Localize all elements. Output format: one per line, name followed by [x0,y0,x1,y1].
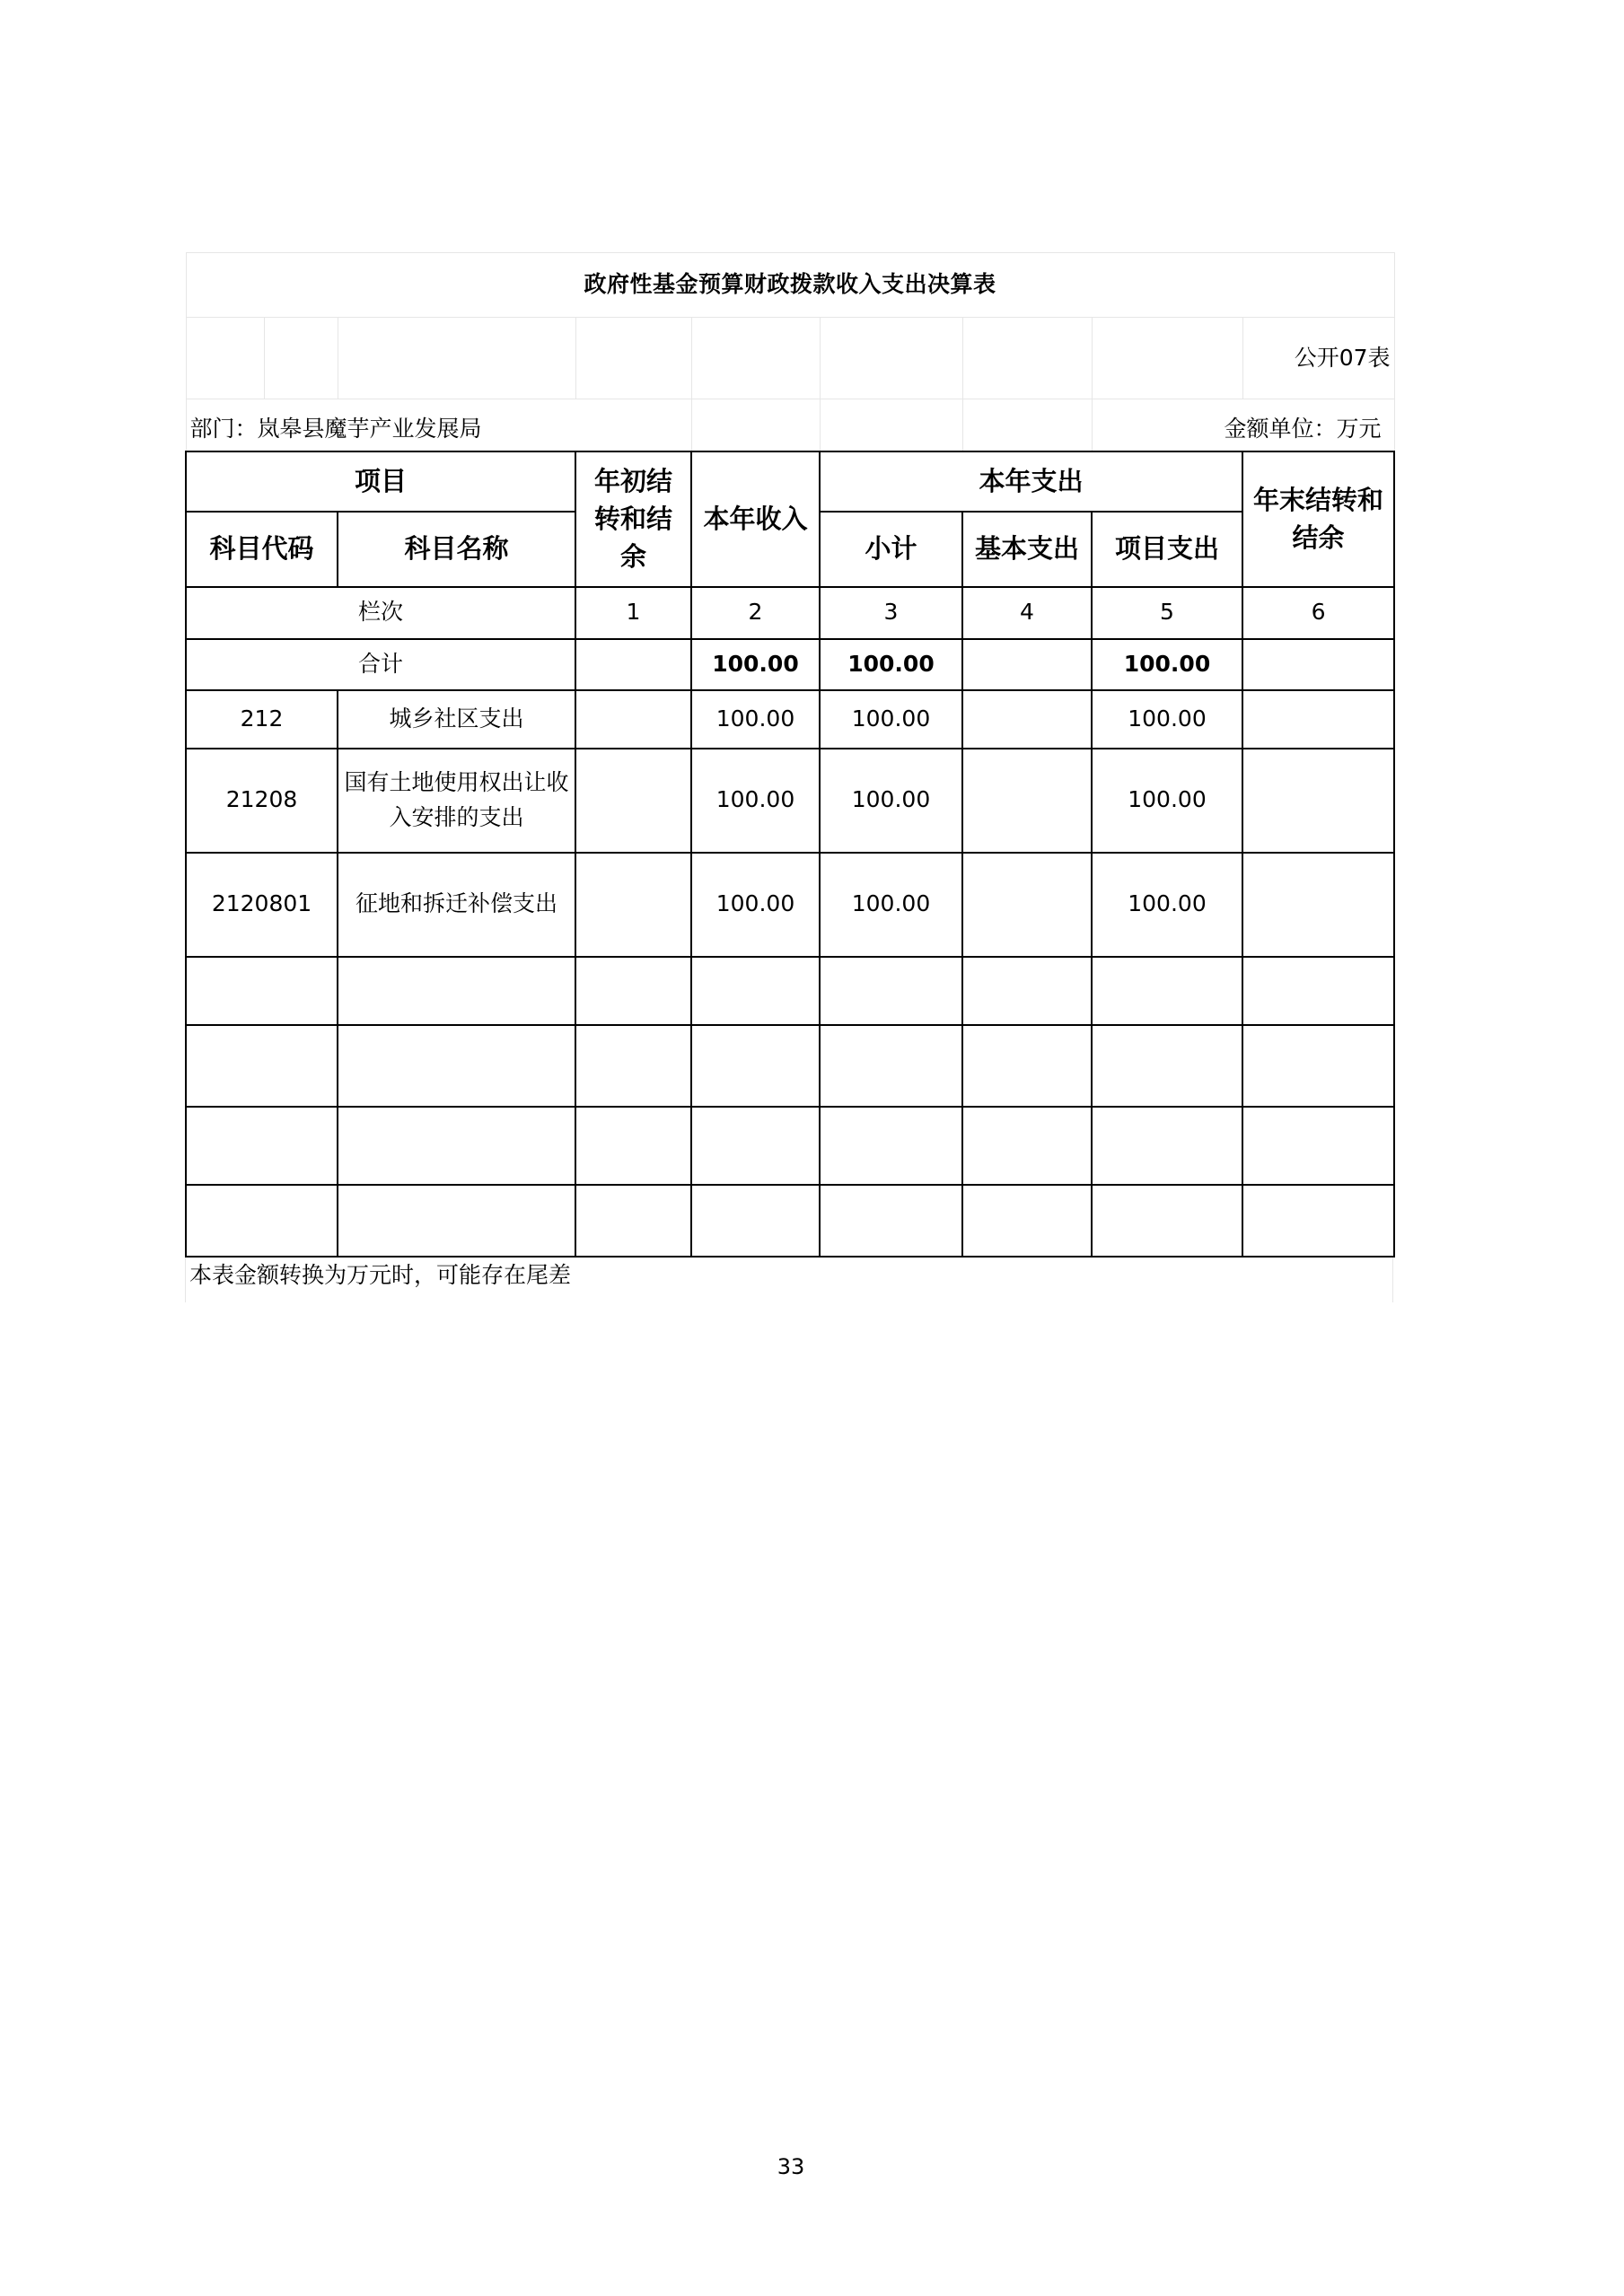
total-basic [962,639,1092,690]
row-name: 国有土地使用权出让收入安排的支出 [338,749,575,853]
header-name: 科目名称 [338,512,575,587]
column-number-5: 5 [1092,587,1242,639]
row-basic [962,749,1092,853]
row-project: 100.00 [1092,749,1242,853]
column-number-4: 4 [962,587,1092,639]
department-label: 部门：岚皋县魔芋产业发展局 [186,399,691,451]
total-income: 100.00 [691,639,820,690]
row-income: 100.00 [691,749,820,853]
budget-sheet [185,252,1393,1302]
column-number-3: 3 [820,587,962,639]
row-name: 征地和拆迁补偿支出 [338,853,575,957]
row-beginning [575,690,691,749]
total-project: 100.00 [1092,639,1242,690]
row-code: 212 [186,690,338,749]
header-beginning-balance: 年初结转和结余 [575,451,691,587]
header-item: 项目 [186,451,575,512]
row-beginning [575,749,691,853]
total-ending [1242,639,1394,690]
row-subtotal: 100.00 [820,853,962,957]
column-number-label: 栏次 [186,587,575,639]
row-income: 100.00 [691,853,820,957]
footnote: 本表金额转换为万元时，可能存在尾差 [185,1258,1393,1302]
header-ending-balance: 年末结转和结余 [1242,451,1394,587]
header-basic: 基本支出 [962,512,1092,587]
row-name: 城乡社区支出 [338,690,575,749]
row-project: 100.00 [1092,853,1242,957]
total-subtotal: 100.00 [820,639,962,690]
header-income: 本年收入 [691,451,820,587]
header-subtotal: 小计 [820,512,962,587]
column-number-1: 1 [575,587,691,639]
total-label: 合计 [186,639,575,690]
row-ending [1242,853,1394,957]
table-row [186,749,1394,853]
row-ending [1242,690,1394,749]
header-project: 项目支出 [1092,512,1242,587]
page-number: 33 [777,2154,805,2179]
row-code: 2120801 [186,853,338,957]
row-code: 21208 [186,749,338,853]
row-ending [1242,749,1394,853]
header-code: 科目代码 [186,512,338,587]
row-subtotal: 100.00 [820,690,962,749]
empty-row [186,1107,1394,1185]
row-basic [962,690,1092,749]
empty-row [186,1025,1394,1107]
column-number-2: 2 [691,587,820,639]
row-subtotal: 100.00 [820,749,962,853]
column-number-6: 6 [1242,587,1394,639]
budget-table [185,252,1395,1258]
page-title: 政府性基金预算财政拨款收入支出决算表 [186,253,1394,318]
form-code: 公开07表 [1242,318,1394,399]
row-income: 100.00 [691,690,820,749]
row-basic [962,853,1092,957]
table-row [186,853,1394,957]
row-project: 100.00 [1092,690,1242,749]
empty-row [186,1185,1394,1257]
row-beginning [575,853,691,957]
table-row [186,690,1394,749]
unit-label: 金额单位：万元 [1092,399,1394,451]
total-beginning [575,639,691,690]
empty-row [186,957,1394,1025]
header-expenditure: 本年支出 [820,451,1242,512]
